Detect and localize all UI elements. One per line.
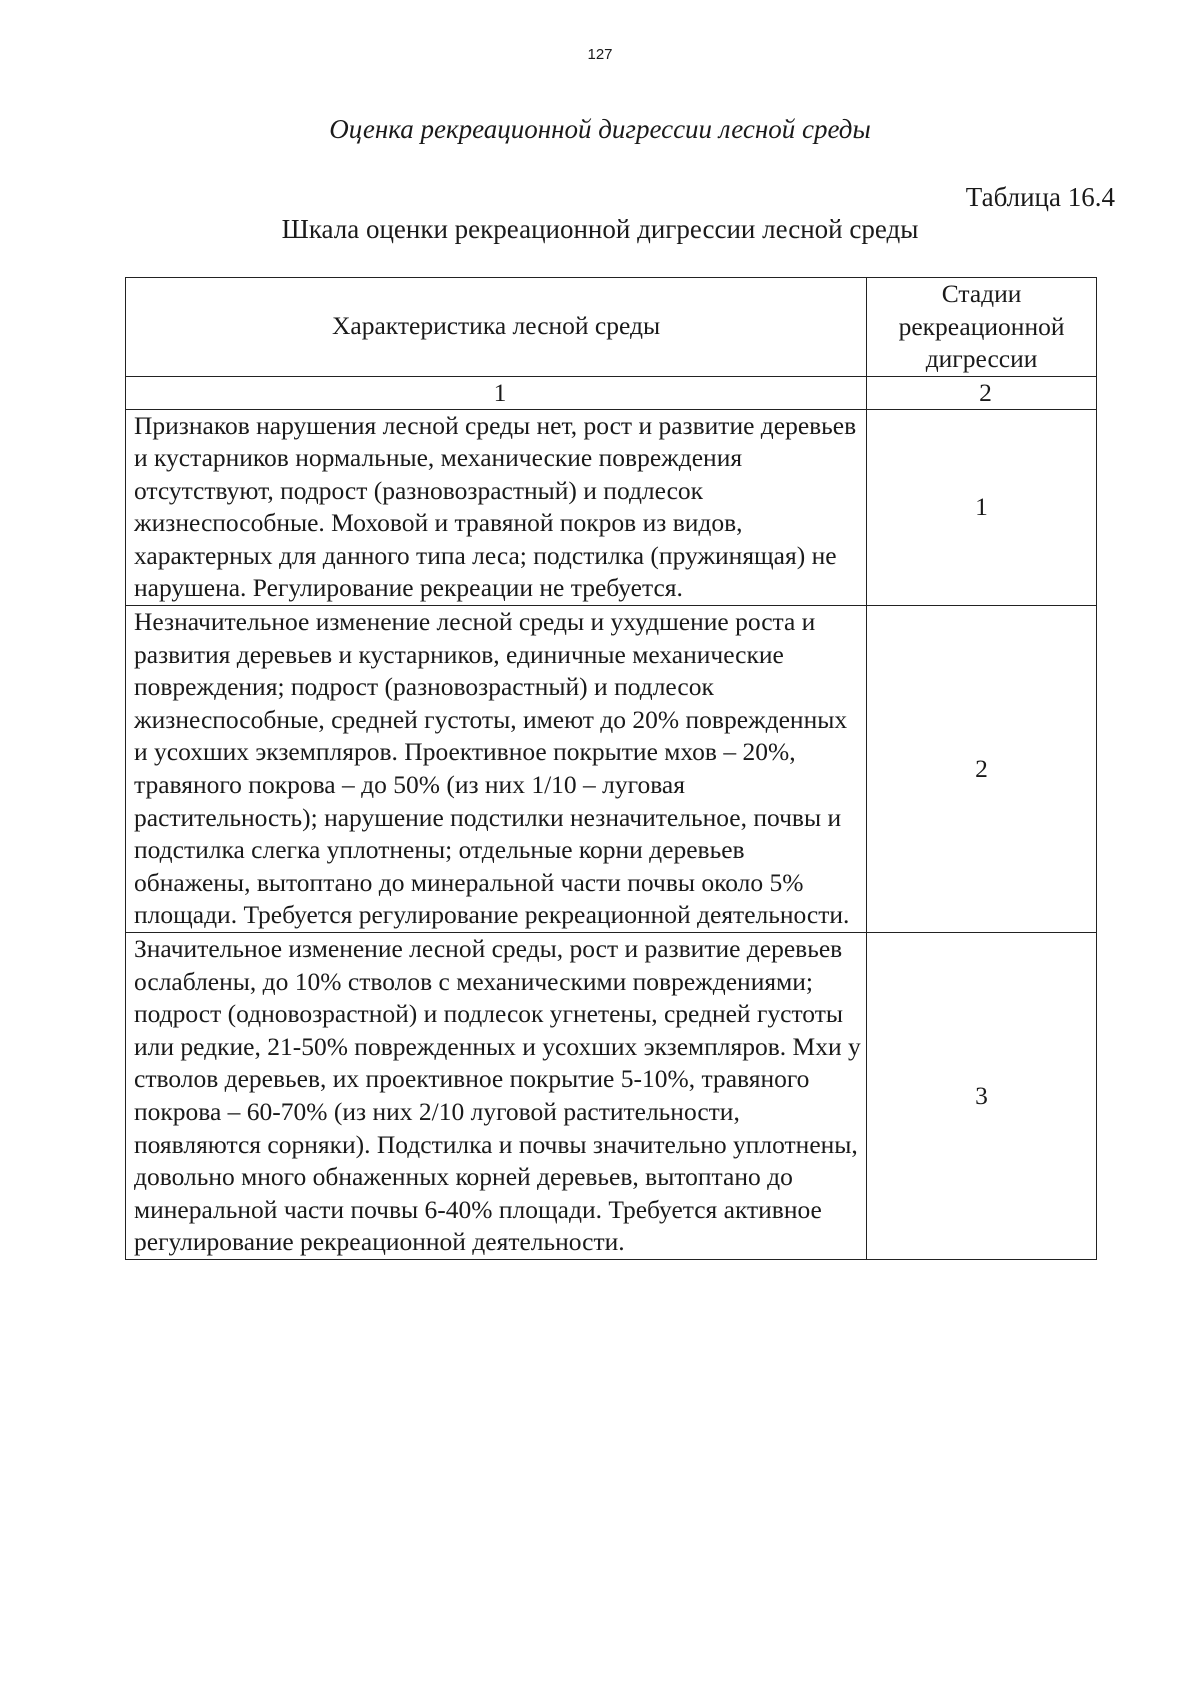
row-characteristic: Признаков нарушения лесной среды нет, рост и развитие деревьев и кустарников нормальные, механические повреждения отсутствуют, подрост (разновозрастный) и подлесок жизнеспособные. Моховой и травяной покров из видов, характерных для данного типа леса; подстилка (пружинящая) не нарушена. Регулирование рекреации не требуется. [126, 409, 867, 606]
column-number-row [126, 376, 1097, 409]
row-stage: 2 [867, 606, 1097, 933]
table-header-row [126, 278, 1097, 377]
row-stage: 3 [867, 933, 1097, 1260]
table-row [126, 409, 1097, 606]
table-row [126, 933, 1097, 1260]
page-number: 127 [587, 46, 613, 63]
degression-scale-table [125, 277, 1097, 1260]
header-stage-line: рекреационной [898, 311, 1065, 341]
section-title: Оценка рекреационной дигрессии лесной среды [329, 114, 871, 144]
header-stage-line: Стадии [941, 279, 1022, 308]
header-stage [867, 278, 1097, 377]
row-stage: 1 [867, 409, 1097, 606]
table-title: Шкала оценки рекреационной дигрессии лесной среды [281, 214, 919, 244]
row-characteristic: Значительное изменение лесной среды, рост и развитие деревьев ослаблены, до 10% стволов с механическими повреждениями; подрост (одновозрастной) и подлесок угнетены, средней густоты или редкие, 21-50% поврежденных и усохших экземпляров. Мхи у стволов деревьев, их проективное покрытие 5-10%, травяного покрова – 60-70% (из них 2/10 луговой растительности, появляются сорняки). Подстилка и почвы значительно уплотнены, довольно много обнаженных корней деревьев, вытоптано до минеральной части почвы 6-40% площади. Требуется активное регулирование рекреационной деятельности. [126, 933, 867, 1260]
row-characteristic: Незначительное изменение лесной среды и ухудшение роста и развития деревьев и кустарников, единичные механические повреждения; подрост (разновозрастный) и подлесок жизнеспособные, средней густоты, имеют до 20% поврежденных и усохших экземпляров. Проективное покрытие мхов – 20%, травяного покрова – до 50% (из них 1/10 – луговая растительность); нарушение подстилки незначительное, почвы и подстилка слегка уплотнены; отдельные корни деревьев обнажены, вытоптано до минеральной части почвы около 5% площади. Требуется регулирование рекреационной деятельности. [126, 606, 867, 933]
header-characteristic: Характеристика лесной среды [126, 278, 867, 377]
column-number-1: 1 [126, 376, 867, 409]
table-row [126, 606, 1097, 933]
column-number-2: 2 [867, 376, 1097, 409]
table-label: Таблица 16.4 [965, 182, 1115, 212]
header-stage-line: дигрессии [925, 344, 1038, 373]
